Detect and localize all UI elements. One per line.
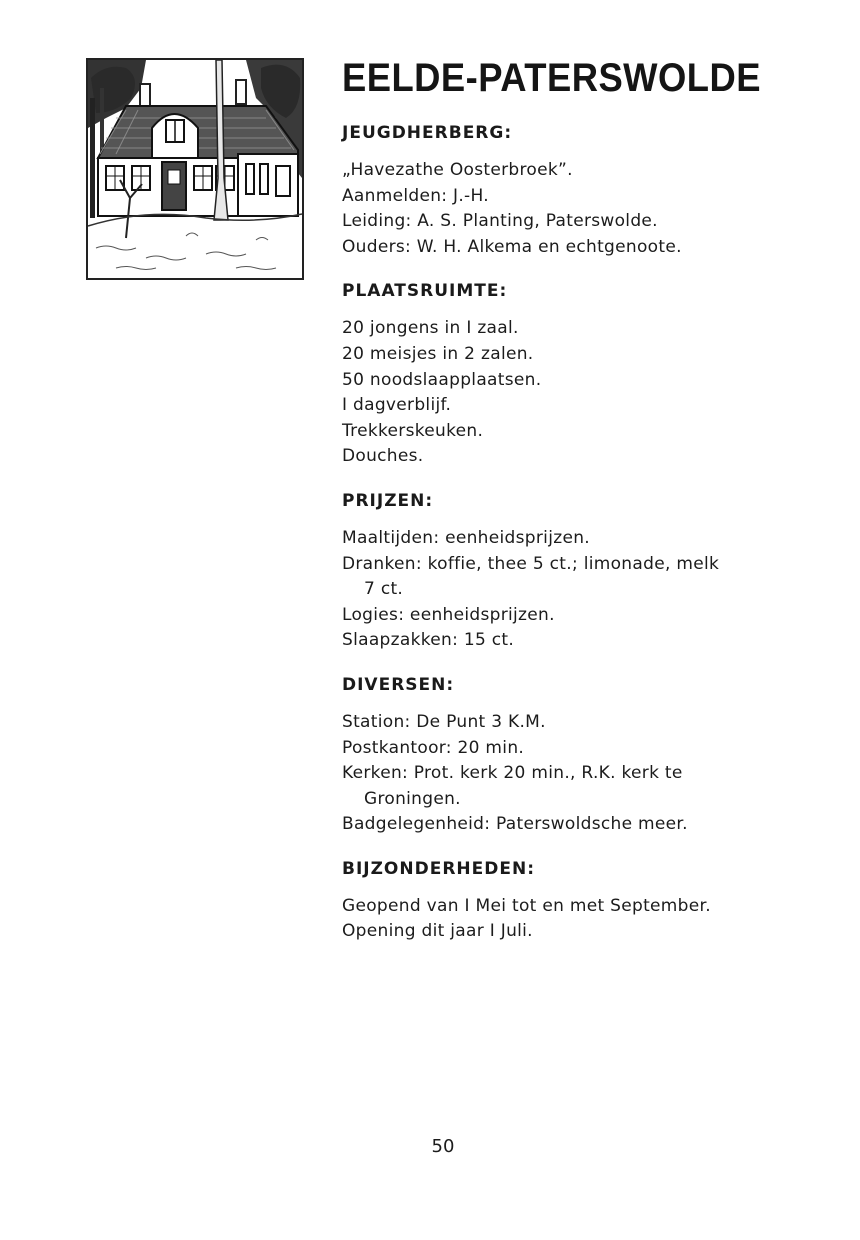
text-line-continuation: 7 ct. xyxy=(364,579,404,600)
text-line: Opening dit jaar I Juli. xyxy=(342,921,533,942)
text-line: 20 meisjes in 2 zalen. xyxy=(342,343,534,364)
section-heading: PRIJZEN: xyxy=(342,490,434,511)
text-line: Badgelegenheid: Paterswoldsche meer. xyxy=(342,814,688,835)
house-illustration xyxy=(86,58,304,280)
text-line: Maaltijden: eenheidsprijzen. xyxy=(342,527,590,548)
section-heading: PLAATSRUIMTE: xyxy=(342,281,508,302)
section-prijzen xyxy=(342,490,812,654)
text-line: Douches. xyxy=(342,446,424,467)
text-line: Logies: eenheidsprijzen. xyxy=(342,604,555,625)
text-line: 50 noodslaapplaatsen. xyxy=(342,369,542,390)
text-line: Dranken: koffie, thee 5 ct.; limonade, melk xyxy=(342,553,720,574)
section-heading: JEUGDHERBERG: xyxy=(342,123,513,143)
text-line: 20 jongens in I zaal. xyxy=(342,318,519,339)
section-bijzonderheden xyxy=(342,858,812,945)
text-line: I dagverblijf. xyxy=(342,395,452,416)
section-jeugdherberg xyxy=(342,122,812,260)
text-line: „Havezathe Oosterbroek”. xyxy=(342,160,573,180)
text-line: Aanmelden: J.-H. xyxy=(342,185,489,206)
section-heading: DIVERSEN: xyxy=(342,674,455,695)
page-content xyxy=(342,56,812,945)
text-line: Slaapzakken: 15 ct. xyxy=(342,630,515,651)
page-title: EELDE-PATERSWOLDE xyxy=(342,56,761,100)
text-line: Ouders: W. H. Alkema en echtgenoote. xyxy=(342,236,682,257)
text-line: Leiding: A. S. Planting, Paterswolde. xyxy=(342,211,658,232)
text-line: Postkantoor: 20 min. xyxy=(342,737,525,758)
text-line: Trekkerskeuken. xyxy=(342,420,484,441)
section-heading: BIJZONDERHEDEN: xyxy=(342,858,536,879)
section-plaatsruimte xyxy=(342,280,812,470)
page-number: 50 xyxy=(431,1136,455,1157)
text-line-continuation: Groningen. xyxy=(364,788,461,809)
text-line: Station: De Punt 3 K.M. xyxy=(342,711,546,732)
text-line: Kerken: Prot. kerk 20 min., R.K. kerk te xyxy=(342,763,683,784)
text-line: Geopend van I Mei tot en met September. xyxy=(342,895,711,916)
section-diversen xyxy=(342,674,812,838)
